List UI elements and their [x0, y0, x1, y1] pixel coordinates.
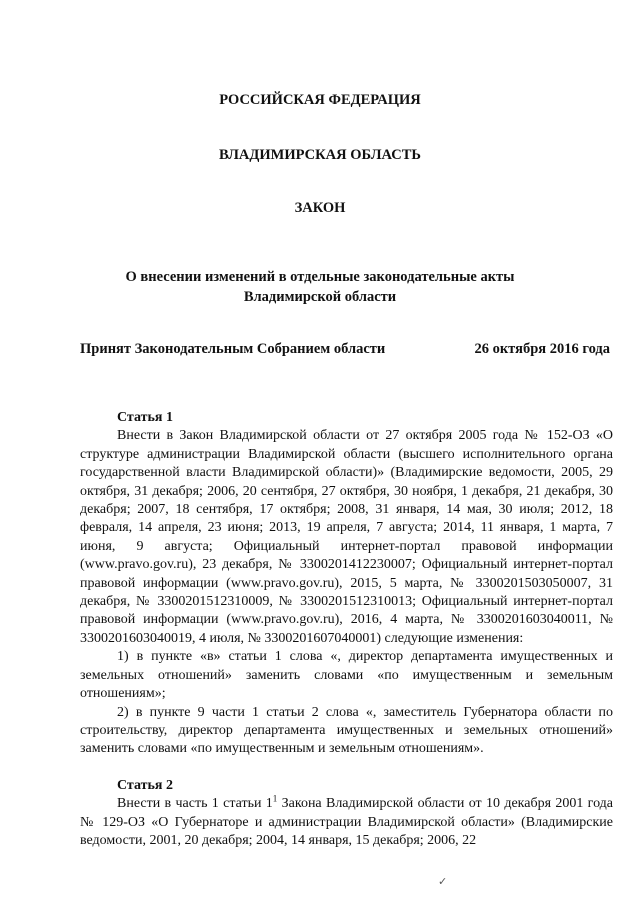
law-title-line-2: Владимирской области	[243, 289, 397, 305]
document-body	[80, 409, 613, 850]
adopted-by: Принят Законодательным Собранием области	[80, 341, 386, 357]
article-1-intro: Внести в Закон Владимирской области от 27 октября 2005 года № 152-ОЗ «О структуре администрации Владимирской области (высшего исполнительного органа государственной власти Владимирской области)» (Владимирские ведомости, 2005, 29 октября, 31 декабря; 2006, 20 сентября, 27 октября, 30 ноября, 1 декабря, 21 декабря, 30 декабря; 2007, 18 сентября, 17 октября; 2008, 31 января, 14 мая, 30 июля; 2012, 18 февраля, 14 апреля, 23 июня; 2013, 19 апреля, 7 августа; 2014, 11 января, 1 марта, 7 июня, 9 августа; Официальный интернет-портал правовой информации (www.pravo.gov.ru), 23 декабря, № 3300201412230007; Официальный интернет-портал правовой информации (www.pravo.gov.ru), 2015, 5 марта, № 3300201503050007, 31 декабря, № 3300201512310009, № 3300201512310013; Официальный интернет-портал правовой информации (www.pravo.gov.ru), 2016, 4 марта, № 3300201603040011, № 3300201603040019, 4 июля, № 3300201607040001) следующие изменения:	[80, 428, 613, 646]
article-1-item-2: 2) в пункте 9 части 1 статьи 2 слова «, заместитель Губернатора области по строительству, директор департамента имущественных и земельных отношений» заменить словами «по имущественным и земельным отношениям».	[80, 704, 613, 757]
article-2-text-rest: Закона Владимирской области от 10 декабря 2001 года № 129-ОЗ «О Губернаторе и администрации Владимирской области» (Владимирские ведомости, 2001, 20 декабря; 2004, 14 января, 15 декабря; 2006, 22	[80, 796, 614, 848]
article-2-title: Статья 2	[117, 777, 173, 793]
article-2-text	[80, 795, 613, 850]
spacer	[80, 759, 613, 777]
region-heading: ВЛАДИМИРСКАЯ ОБЛАСТЬ	[219, 147, 421, 163]
article-1-item-1: 1) в пункте «в» статьи 1 слова «, директор департамента имущественных и земельных отношений» заменить словами «по имущественным и земельным отношениям»;	[80, 649, 613, 702]
law-title	[0, 267, 640, 307]
document-type-heading: ЗАКОН	[294, 200, 346, 216]
article-2-text-start: Внести в часть 1 статьи 1	[117, 796, 273, 812]
superscript: 1	[272, 793, 278, 804]
article-1-title: Статья 1	[117, 410, 173, 425]
check-mark: ✓	[438, 876, 448, 888]
adoption-date: 26 октября 2016 года	[474, 341, 610, 357]
country-heading: РОССИЙСКАЯ ФЕДЕРАЦИЯ	[219, 92, 421, 108]
law-title-line-1: О внесении изменений в отдельные законодательные акты	[125, 269, 515, 285]
